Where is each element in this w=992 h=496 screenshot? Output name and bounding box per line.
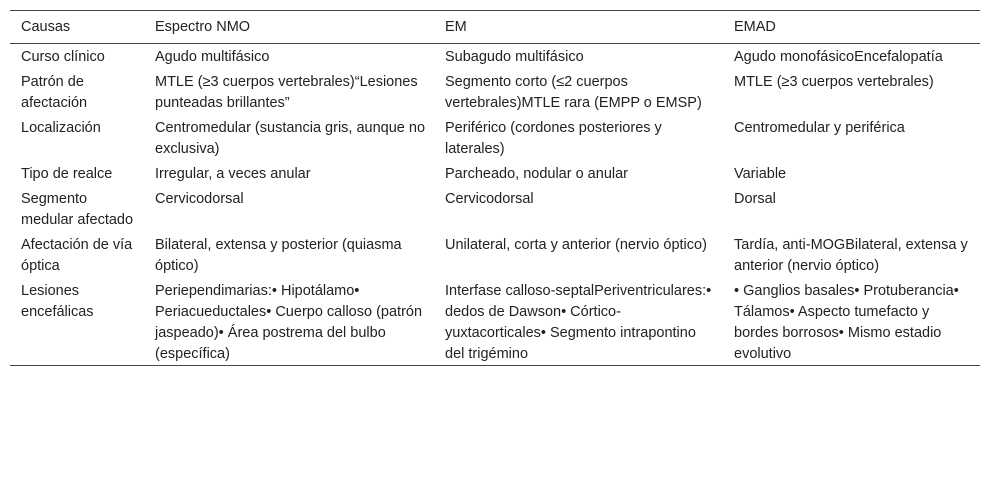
row-emad-cell: Centromedular y periférica (734, 120, 905, 136)
table-row (10, 114, 980, 160)
table-row (10, 160, 980, 185)
row-emad-cell: MTLE (≥3 cuerpos vertebrales) (734, 74, 934, 90)
row-cause-cell: Lesiones encefálicas (10, 277, 144, 366)
row-emad-cell: Agudo monofásicoEncefalopatía (734, 49, 943, 65)
row-nmo-cell: Irregular, a veces anular (155, 166, 311, 182)
row-em-cell: Cervicodorsal (445, 191, 534, 207)
row-em-cell: Periférico (cordones posteriores y laterales) (445, 120, 662, 157)
row-emad-cell: Dorsal (734, 191, 776, 207)
row-cause-cell: Segmento medular afectado (21, 191, 134, 228)
row-cause-cell: Localización (21, 120, 101, 136)
table-row (10, 44, 980, 69)
row-emad-cell: Tardía, anti-MOGBilateral, extensa y anterior (nervio óptico) (734, 237, 968, 274)
table-row (10, 68, 980, 114)
header-row (10, 11, 980, 44)
row-emad-cell: • Ganglios basales• Protuberancia• Tálamos• Aspecto tumefacto y bordes borrosos• Mismo estadio evolutivo (723, 277, 980, 366)
comparison-table (10, 10, 980, 366)
row-nmo-cell: Agudo multifásico (155, 49, 270, 65)
row-cause-cell: Curso clínico (21, 49, 105, 65)
table-row (10, 277, 980, 366)
header-espectro-nmo: Espectro NMO (144, 11, 434, 44)
header-emad: EMAD (723, 11, 980, 44)
row-em-cell: Segmento corto (≤2 cuerpos vertebrales)MTLE rara (EMPP o EMSP) (445, 74, 702, 111)
header-em: EM (434, 11, 723, 44)
table-row (10, 185, 980, 231)
row-nmo-cell: Bilateral, extensa y posterior (quiasma óptico) (155, 237, 402, 274)
row-nmo-cell: Periependimarias:• Hipotálamo• Periacueductales• Cuerpo calloso (patrón jaspeado)• Área postrema del bulbo (específica) (144, 277, 434, 366)
table-header (10, 11, 980, 44)
row-em-cell: Parcheado, nodular o anular (445, 166, 628, 182)
row-emad-cell: Variable (734, 166, 787, 182)
table-body (10, 44, 980, 366)
row-em-cell: Interfase calloso-septalPeriventriculares:• dedos de Dawson• Córtico-yuxtacorticales• Segmento intrapontino del trigémino (434, 277, 723, 366)
row-nmo-cell: Centromedular (sustancia gris, aunque no exclusiva) (155, 120, 426, 157)
row-cause-cell: Tipo de realce (21, 166, 113, 182)
row-cause-cell: Afectación de vía óptica (21, 237, 133, 274)
row-nmo-cell: MTLE (≥3 cuerpos vertebrales)“Lesiones punteadas brillantes” (155, 74, 418, 111)
row-em-cell: Subagudo multifásico (445, 49, 584, 65)
row-cause-cell: Patrón de afectación (21, 74, 88, 111)
row-em-cell: Unilateral, corta y anterior (nervio óptico) (445, 237, 707, 253)
comparison-table-container (10, 10, 980, 366)
row-nmo-cell: Cervicodorsal (155, 191, 244, 207)
header-causas: Causas (10, 11, 144, 44)
table-row (10, 231, 980, 277)
